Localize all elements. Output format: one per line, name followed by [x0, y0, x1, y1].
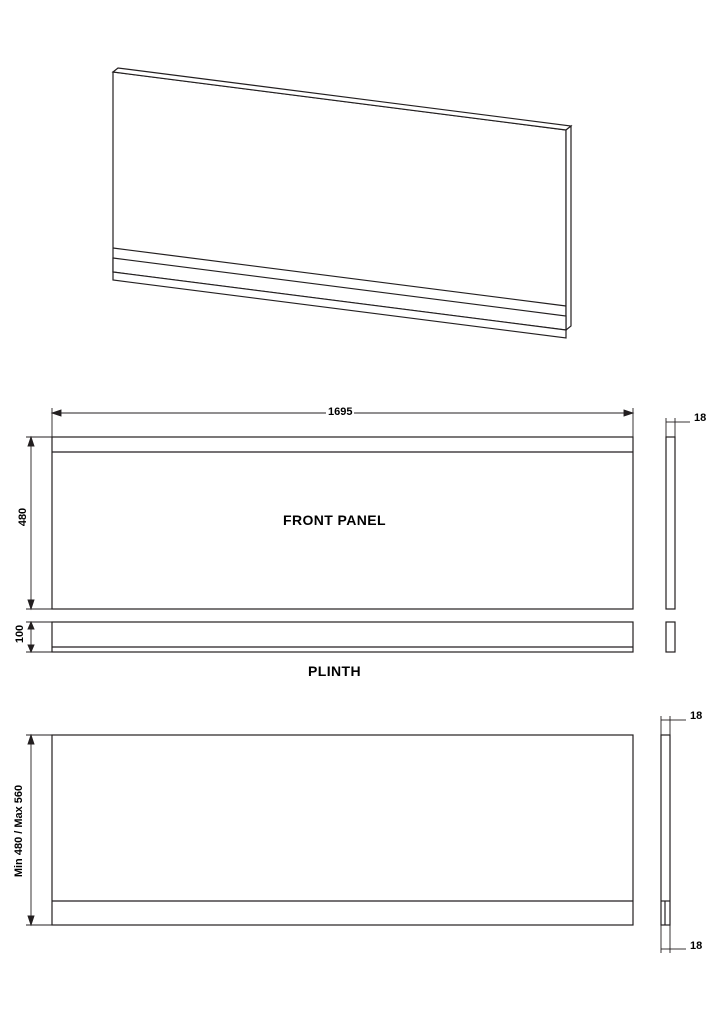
- front-elevation-view: [52, 437, 633, 652]
- dimension-label-width: 1695: [328, 406, 353, 418]
- adjustable-side-profile-panel: [661, 735, 670, 925]
- iso-front-panel-side-edge: [566, 126, 571, 330]
- dimension-label-adjustable-height: Min 480 / Max 560: [13, 784, 26, 878]
- isometric-panel-view: [113, 68, 571, 338]
- plinth-title: PLINTH: [308, 663, 361, 679]
- adjustable-elevation-view: [52, 735, 633, 925]
- dimension-thickness-18-bottom-top: [661, 716, 686, 735]
- dimension-label-thickness-bottom-upper: 18: [690, 710, 703, 722]
- dimension-label-plinth-height: 100: [14, 624, 27, 644]
- adjustable-panel-outline: [52, 735, 633, 925]
- dimension-thickness-18-top: [666, 418, 690, 437]
- front-panel-side-profile: [666, 437, 675, 652]
- dimension-label-thickness-top: 18: [694, 412, 707, 424]
- side-profile-panel: [666, 437, 675, 609]
- adjustable-side-profile: [661, 735, 670, 925]
- front-panel-title: FRONT PANEL: [283, 512, 386, 528]
- dimension-label-thickness-bottom-lower: 18: [690, 940, 703, 952]
- side-profile-plinth: [666, 622, 675, 652]
- dimension-label-front-panel-height: 480: [17, 507, 30, 527]
- dimension-thickness-18-bottom-bottom: [661, 925, 686, 953]
